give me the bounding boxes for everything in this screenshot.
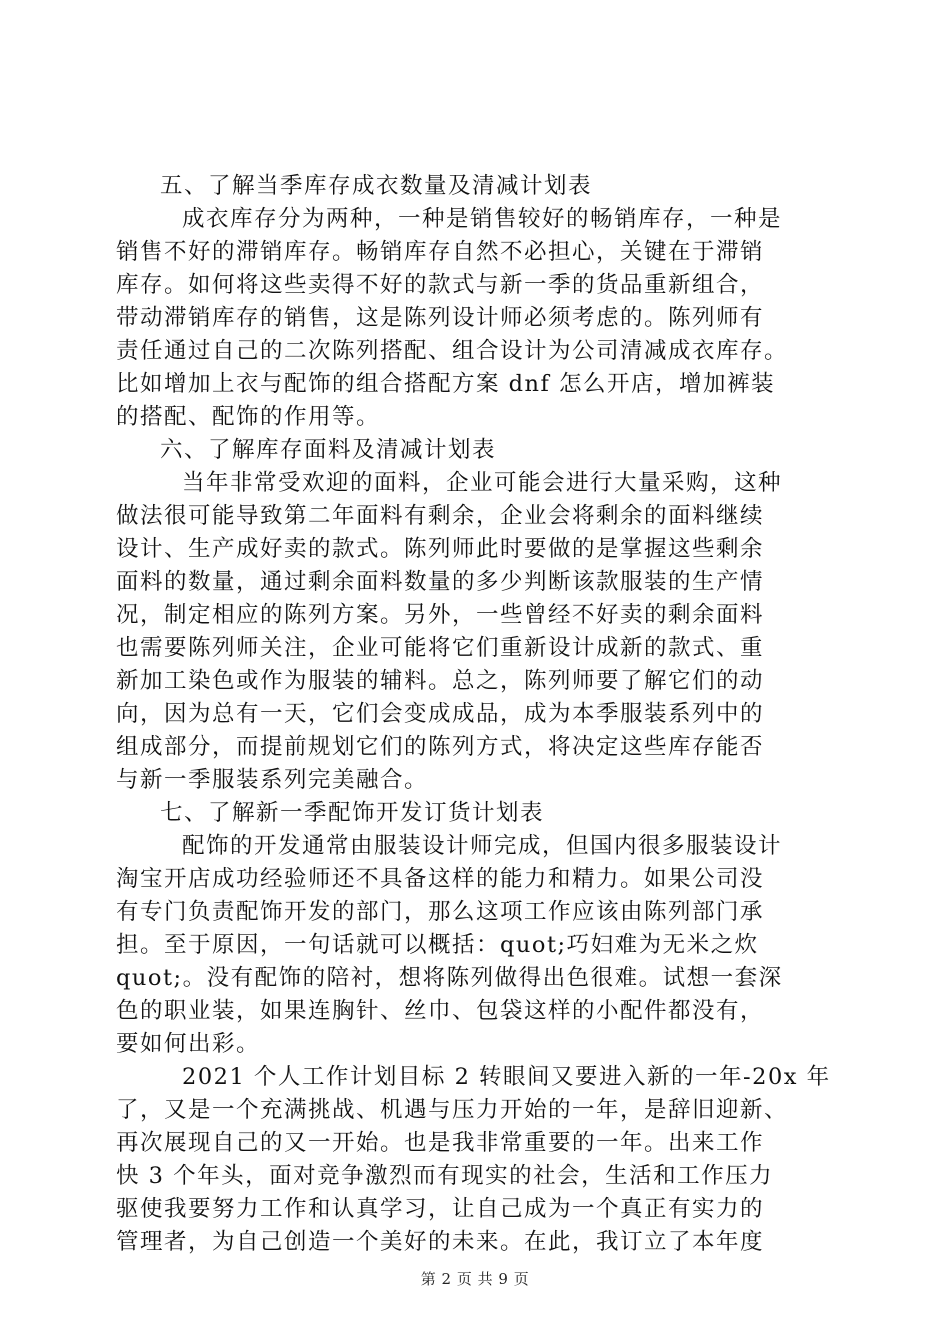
text-line: 面料的数量，通过剩余面料数量的多少判断该款服装的生产情 <box>116 569 765 595</box>
text-line: 配饰的开发通常由服装设计师完成，但国内很多服装设计 <box>182 833 783 859</box>
text-line: 的搭配、配饰的作用等。 <box>116 404 381 430</box>
text-line: 再次展现自己的又一开始。也是我非常重要的一年。出来工作 <box>116 1130 765 1156</box>
text-line: 向，因为总有一天，它们会变成成品，成为本季服装系列中的 <box>116 701 765 727</box>
text-line: 与新一季服装系列完美融合。 <box>116 767 429 793</box>
page-number-footer: 第 2 页 共 9 页 <box>420 1270 530 1288</box>
text-line: 组成部分，而提前规划它们的陈列方式，将决定这些库存能否 <box>116 734 765 760</box>
text-line: 带动滞销库存的销售，这是陈列设计师必须考虑的。陈列师有 <box>116 305 765 331</box>
text-line: 管理者，为自己创造一个美好的未来。在此，我订立了本年度 <box>116 1229 765 1255</box>
text-line: 有专门负责配饰开发的部门，那么这项工作应该由陈列部门承 <box>116 899 765 925</box>
text-line: 了，又是一个充满挑战、机遇与压力开始的一年，是辞旧迎新、 <box>116 1097 789 1123</box>
text-line: 快 3 个年头，面对竞争激烈而有现实的社会，生活和工作压力 <box>116 1163 774 1189</box>
text-line: 做法很可能导致第二年面料有剩余，企业会将剩余的面料继续 <box>116 503 765 529</box>
text-line: 况，制定相应的陈列方案。另外，一些曾经不好卖的剩余面料 <box>116 602 765 628</box>
text-line: 也需要陈列师关注，企业可能将它们重新设计成新的款式、重 <box>116 635 765 661</box>
text-line: 责任通过自己的二次陈列搭配、组合设计为公司清减成衣库存。 <box>116 338 789 364</box>
document-body <box>116 170 836 1259</box>
section-heading: 五、了解当季库存成衣数量及清减计划表 <box>160 173 593 199</box>
text-line: 销售不好的滞销库存。畅销库存自然不必担心，关键在于滞销 <box>116 239 765 265</box>
section-heading: 六、了解库存面料及清减计划表 <box>160 437 497 463</box>
text-line: 驱使我要努力工作和认真学习，让自己成为一个真正有实力的 <box>116 1196 765 1222</box>
text-line: 比如增加上衣与配饰的组合搭配方案 dnf 怎么开店，增加裤装 <box>116 371 776 397</box>
text-line: 要如何出彩。 <box>116 1031 261 1057</box>
text-line: quot;。没有配饰的陪衬，想将陈列做得出色很难。试想一套深 <box>116 965 783 991</box>
text-line: 设计、生产成好卖的款式。陈列师此时要做的是掌握这些剩余 <box>116 536 765 562</box>
text-line: 当年非常受欢迎的面料，企业可能会进行大量采购，这种 <box>182 470 783 496</box>
text-line: 新加工染色或作为服装的辅料。总之，陈列师要了解它们的动 <box>116 668 765 694</box>
text-line: 色的职业装，如果连胸针、丝巾、包袋这样的小配件都没有， <box>116 998 765 1024</box>
text-line: 淘宝开店成功经验师还不具备这样的能力和精力。如果公司没 <box>116 866 765 892</box>
section-heading: 七、了解新一季配饰开发订货计划表 <box>160 800 545 826</box>
text-line: 担。至于原因，一句话就可以概括：quot;巧妇难为无米之炊 <box>116 932 759 958</box>
text-line: 2021 个人工作计划目标 2 转眼间又要进入新的一年-20x 年 <box>182 1064 831 1090</box>
text-line: 库存。如何将这些卖得不好的款式与新一季的货品重新组合， <box>116 272 765 298</box>
text-line: 成衣库存分为两种，一种是销售较好的畅销库存，一种是 <box>182 206 783 232</box>
